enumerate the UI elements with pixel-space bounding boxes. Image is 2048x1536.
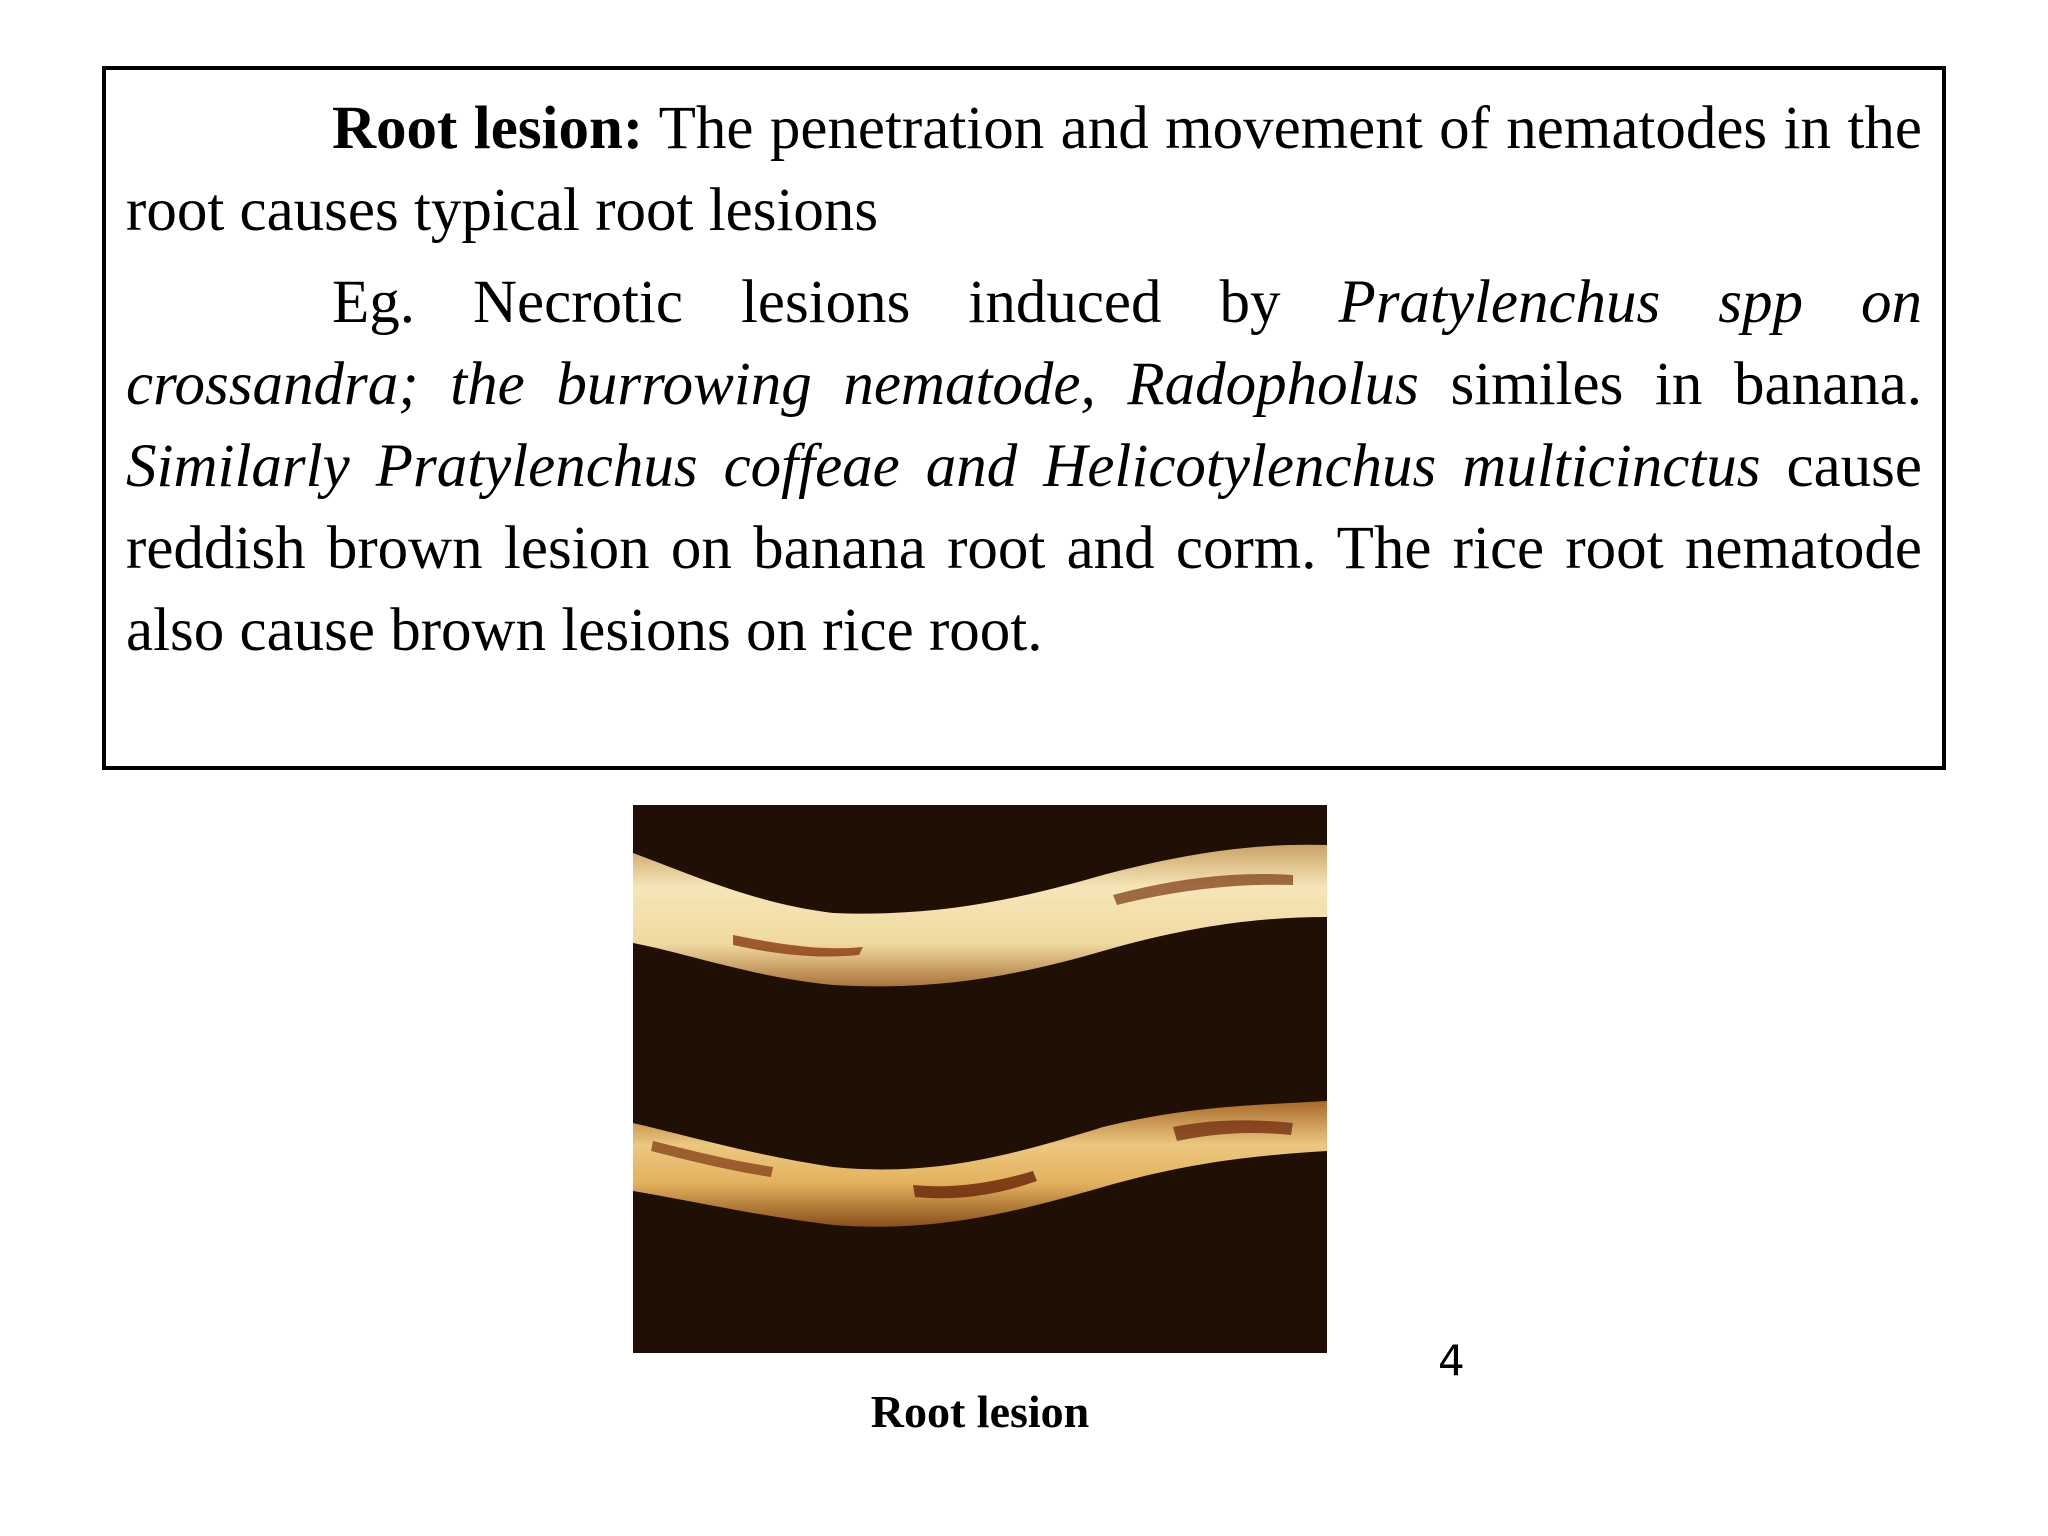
definition-text: The penetration and movement of nematodes in the root causes typical root lesions xyxy=(126,95,1922,244)
root-lesion-photo xyxy=(633,805,1327,1353)
definition-box xyxy=(102,66,1946,770)
example-lead: Eg. Necrotic lesions induced by xyxy=(332,269,1339,336)
root-lesion-illustration xyxy=(633,805,1327,1353)
species-names-1: Pratylenchus spp on crossandra; the burrowing nematode, Radopholus xyxy=(126,269,1922,418)
example-text-2: cause reddish brown lesion on banana root and corm. The rice root nematode also cause brown lesions on rice root. xyxy=(126,433,1922,664)
figure-caption: Root lesion xyxy=(870,1386,1090,1437)
definition-paragraph xyxy=(126,88,1922,252)
example-text-1: similes in banana. xyxy=(1418,351,1922,418)
species-names-2: Similarly Pratylenchus coffeae and Helicotylenchus multicinctus xyxy=(126,433,1761,500)
term-root-lesion: Root lesion: xyxy=(332,95,644,162)
example-paragraph xyxy=(126,262,1922,672)
page-number: 4 xyxy=(1438,1336,1465,1385)
